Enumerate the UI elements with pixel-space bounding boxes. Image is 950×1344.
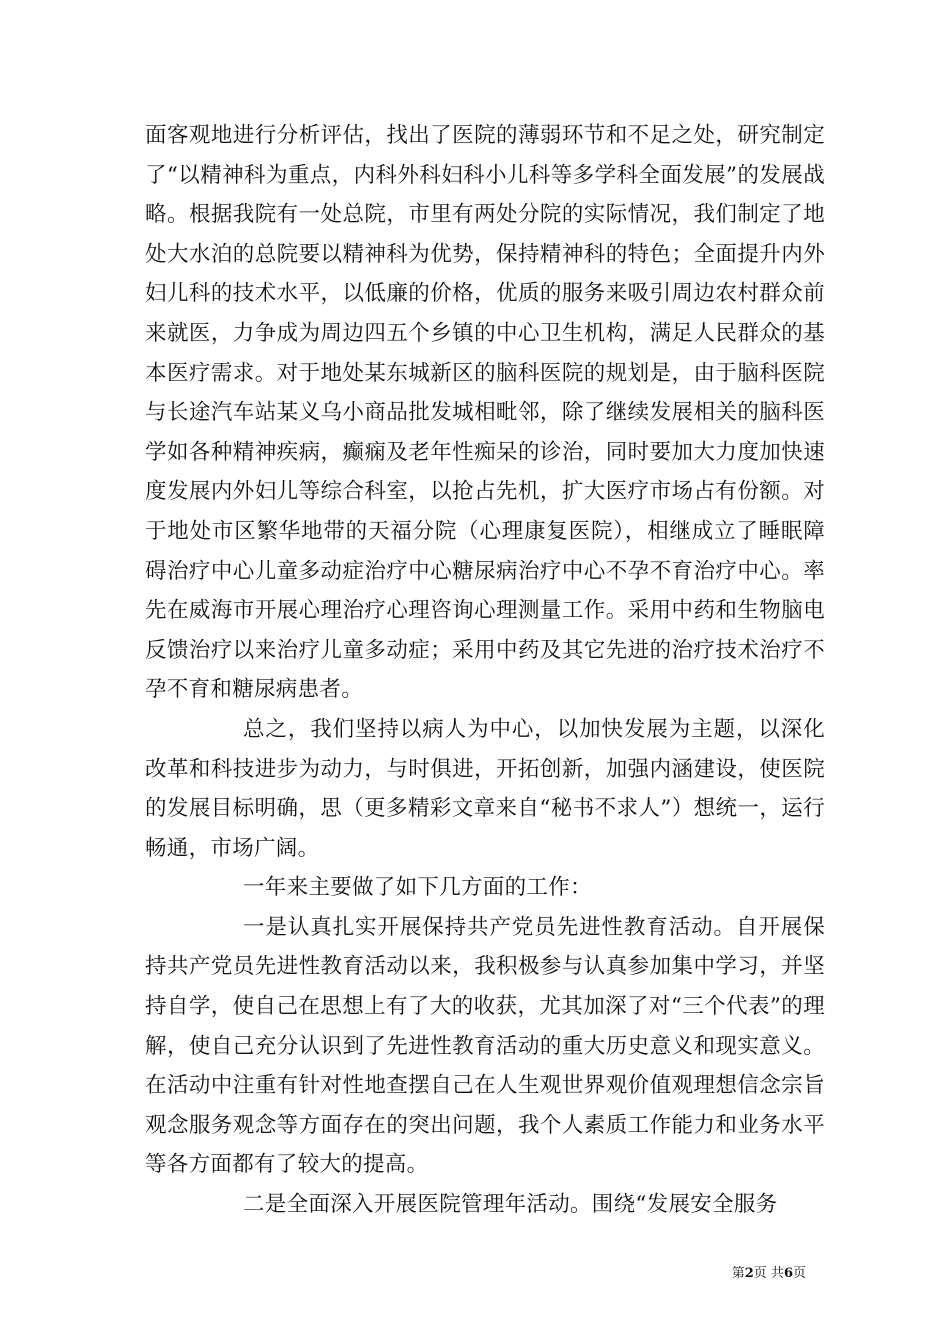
current-page-number: 2 bbox=[744, 1266, 754, 1281]
footer-prefix: 第 bbox=[731, 1266, 745, 1281]
footer-middle: 页 共 bbox=[753, 1266, 784, 1281]
paragraph-4: 一是认真扎实开展保持共产党员先进性教育活动。自开展保持共产党员先进性教育活动以来，我积极参与认真参加集中学习，并坚持自学，使自己在思想上有了大的收获，尤其加深了对“三个代表”的理解，使自己充分认识到了先进性教育活动的重大历史意义和现实意义。在活动中注重有针对性地查摆自己在人生观世界观价值观理想信念宗旨观念服务观念等方面存在的突出问题，我个人素质工作能力和业务水平等各方面都有了较大的提高。 bbox=[145, 914, 825, 1178]
footer-suffix: 页 bbox=[792, 1266, 806, 1281]
document-body bbox=[145, 116, 825, 1225]
paragraph-2: 总之，我们坚持以病人为中心，以加快发展为主题，以深化改革和科技进步为动力，与时俱进，开拓创新，加强内涵建设，使医院的发展目标明确，思（更多精彩文章来自“秘书不求人”）想统一，运行畅通，市场广阔。 bbox=[145, 716, 825, 861]
total-page-number: 6 bbox=[783, 1266, 793, 1281]
page-number-footer bbox=[732, 1262, 806, 1281]
paragraph-5: 二是全面深入开展医院管理年活动。围绕“发展安全服务 bbox=[243, 1192, 778, 1218]
paragraph-1: 面客观地进行分析评估，找出了医院的薄弱环节和不足之处，研究制定了“以精神科为重点，内科外科妇科小儿科等多学科全面发展”的发展战略。根据我院有一处总院，市里有两处分院的实际情况，我们制定了地处大水泊的总院要以精神科为优势，保持精神科的特色；全面提升内外妇儿科的技术水平，以低廉的价格，优质的服务来吸引周边农村群众前来就医，力争成为周边四五个乡镇的中心卫生机构，满足人民群众的基本医疗需求。对于地处某东城新区的脑科医院的规划是，由于脑科医院与长途汽车站某义乌小商品批发城相毗邻，除了继续发展相关的脑科医学如各种精神疾病，癫痫及老年性痴呆的诊治，同时要加大力度加快速度发展内外妇儿等综合科室，以抢占先机，扩大医疗市场占有份额。对于地处市区繁华地带的天福分院（心理康复医院），相继成立了睡眠障碍治疗中心儿童多动症治疗中心糖尿病治疗中心不孕不育治疗中心。率先在威海市开展心理治疗心理咨询心理测量工作。采用中药和生物脑电反馈治疗以来治疗儿童多动症；采用中药及其它先进的治疗技术治疗不孕不育和糖尿病患者。 bbox=[145, 123, 825, 703]
paragraph-3: 一年来主要做了如下几方面的工作： bbox=[243, 875, 592, 901]
